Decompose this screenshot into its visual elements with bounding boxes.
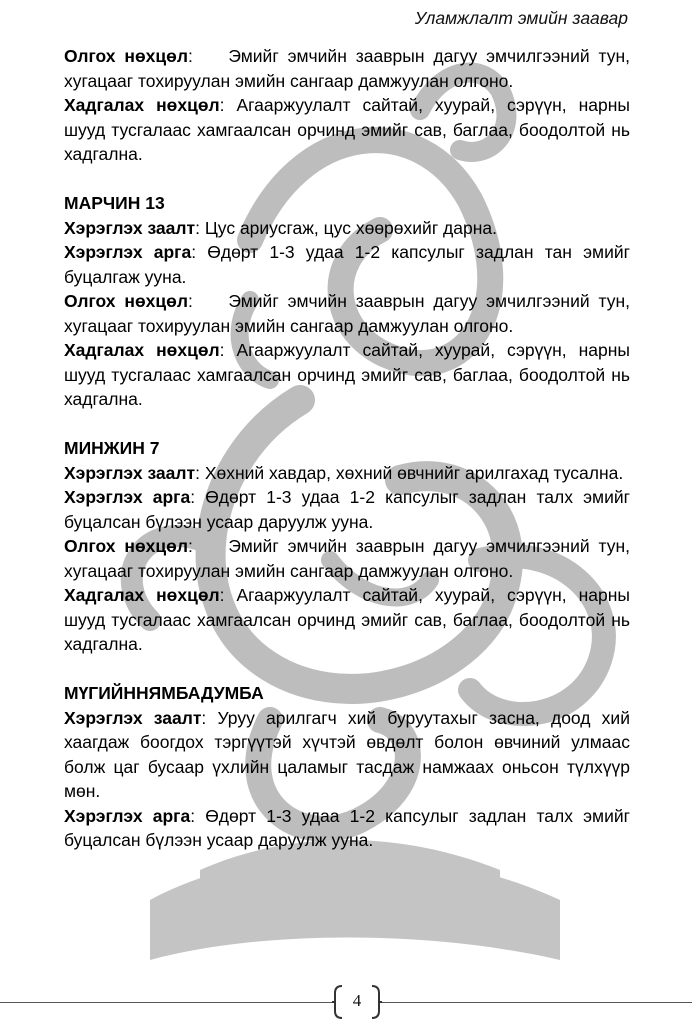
storage-text: Агааржуулалт сайтай, хуурай, сэрүүн, нарны шууд тусгалаас хамгаалсан орчинд эмийг сав, баглаа, боодолтой нь хадгална. [64,585,630,654]
usage-method-label: Хэрэглэх арга [64,487,191,507]
usage-method-text: Өдөрт 1-3 удаа 1-2 капсулыг задлан талх эмийг буцалсан бүлээн усаар даруулж ууна. [64,487,631,532]
page-number: 4 [352,991,362,1010]
acquisition-label: Олгох нөхцөл [64,291,188,311]
storage-paragraph: Хадгалах нөхцөл: Агааржуулалт сайтай, хуурай, сэрүүн, нарны шууд тусгалаас хамгаалсан орчинд эмийг сав, баглаа, боодолтой нь хадгална. [64,340,630,409]
usage-indication-label: Хэрэглэх заалт [64,217,196,238]
usage-indication-label: Хэрэглэх заалт [64,707,202,728]
acquisition-text: Эмийг эмчийн зааврын дагуу эмчилгээний тун, хугацааг тохируулан эмийн сангаар дамжуулан олгоно. [64,46,630,91]
storage-paragraph-continued: Хадгалах нөхцөл: Агааржуулалт сайтай, хуурай, сэрүүн, нарны шууд тусгалаас хамгаалсан орчинд эмийг сав, баглаа, боодолтой нь хадгална. [64,95,630,164]
acquisition-label: Олгох нөхцөл [64,536,188,556]
usage-indication-text: Хөхний хавдар, хөхний өвчнийг арилгахад тусална. [204,462,624,483]
storage-text: Агааржуулалт сайтай, хуурай, сэрүүн, нарны шууд тусгалаас хамгаалсан орчинд эмийг сав, баглаа, боодолтой нь хадгална. [64,95,630,164]
storage-label: Хадгалах нөхцөл [64,95,220,115]
section-title-minjin-7: МИНЖИН 7 [64,438,160,458]
usage-method-paragraph: Хэрэглэх арга: Өдөрт 1-3 удаа 1-2 капсулыг задлан тан эмийг буцалгаж ууна. [64,242,630,287]
acquisition-paragraph-continued: Олгох нөхцөл: Эмийг эмчийн зааврын дагуу эмчилгээний тун, хугацааг тохируулан эмийн сангаар дамжуулан олгоно. [64,46,630,91]
acquisition-paragraph: Олгох нөхцөл: Эмийг эмчийн зааврын дагуу эмчилгээний тун, хугацааг тохируулан эмийн сангаар дамжуулан олгоно. [64,291,630,336]
usage-indication-paragraph: Хэрэглэх заалт: Цус ариусгаж, цус хөөрөхийг дарна. [64,217,497,238]
running-header: Уламжлалт эмийн заавар [414,8,628,28]
usage-method-text: Өдөрт 1-3 удаа 1-2 капсулыг задлан тан эмийг буцалгаж ууна. [64,242,630,287]
acquisition-paragraph: Олгох нөхцөл: Эмийг эмчийн зааврын дагуу эмчилгээний тун, хугацааг тохируулан эмийн сангаар дамжуулан олгоно. [64,536,630,581]
section-gap [64,657,630,682]
usage-indication-paragraph: Хэрэглэх заалт: Хөхний хавдар, хөхний өвчнийг арилгахад тусална. [64,462,624,483]
acquisition-label: Олгох нөхцөл [64,46,188,66]
usage-method-text: Өдөрт 1-3 удаа 1-2 капсулыг задлан талх эмийг буцалсан бүлээн усаар даруулж ууна. [64,805,631,850]
section-title-mugiinnyambadumba: МҮГИЙННЯМБАДУМБА [64,683,264,703]
document-body [64,44,630,853]
usage-method-paragraph: Хэрэглэх арга: Өдөрт 1-3 удаа 1-2 капсулыг задлан талх эмийг буцалсан бүлээн усаар даруулж ууна. [64,487,631,532]
usage-indication-paragraph: Хэрэглэх заалт: Уруу арилгагч хий буруутахыг засна, доод хий хаагдаж боогдох тэргүүтэй хүчтэй өвдөлт болон өвчиний улмаас болж цаг бусаар үхлийн цаламыг тасдаж намжаах оньсон түлхүүр мөн. [64,707,630,801]
storage-text: Агааржуулалт сайтай, хуурай, сэрүүн, нарны шууд тусгалаас хамгаалсан орчинд эмийг сав, баглаа, боодолтой нь хадгална. [64,340,630,409]
acquisition-text: Эмийг эмчийн зааврын дагуу эмчилгээний тун, хугацааг тохируулан эмийн сангаар дамжуулан олгоно. [64,536,630,581]
section-title-marchin-13: МАРЧИН 13 [64,193,165,213]
usage-indication-label: Хэрэглэх заалт [64,462,196,483]
acquisition-text: Эмийг эмчийн зааврын дагуу эмчилгээний тун, хугацааг тохируулан эмийн сангаар дамжуулан олгоно. [64,291,630,336]
storage-label: Хадгалах нөхцөл [64,340,220,360]
usage-method-label: Хэрэглэх арга [64,242,192,262]
usage-method-label: Хэрэглэх арга [64,805,191,826]
storage-paragraph: Хадгалах нөхцөл: Агааржуулалт сайтай, хуурай, сэрүүн, нарны шууд тусгалаас хамгаалсан орчинд эмийг сав, баглаа, боодолтой нь хадгална. [64,585,630,654]
footer-rule-left [0,1002,332,1003]
usage-indication-text: Цус ариусгаж, цус хөөрөхийг дарна. [204,217,497,238]
page-number-box [332,984,382,1020]
usage-method-paragraph: Хэрэглэх арга: Өдөрт 1-3 удаа 1-2 капсулыг задлан талх эмийг буцалсан бүлээн усаар даруулж ууна. [64,805,631,850]
section-gap [64,412,630,437]
section-gap [64,167,630,192]
storage-label: Хадгалах нөхцөл [64,585,220,605]
usage-indication-text: Уруу арилгагч хий буруутахыг засна, доод хий хаагдаж боогдох тэргүүтэй хүчтэй өвдөлт болон өвчиний улмаас болж цаг бусаар үхлийн цаламыг тасдаж намжаах оньсон түлхүүр мөн. [64,707,630,801]
footer-rule-right [382,1002,692,1003]
